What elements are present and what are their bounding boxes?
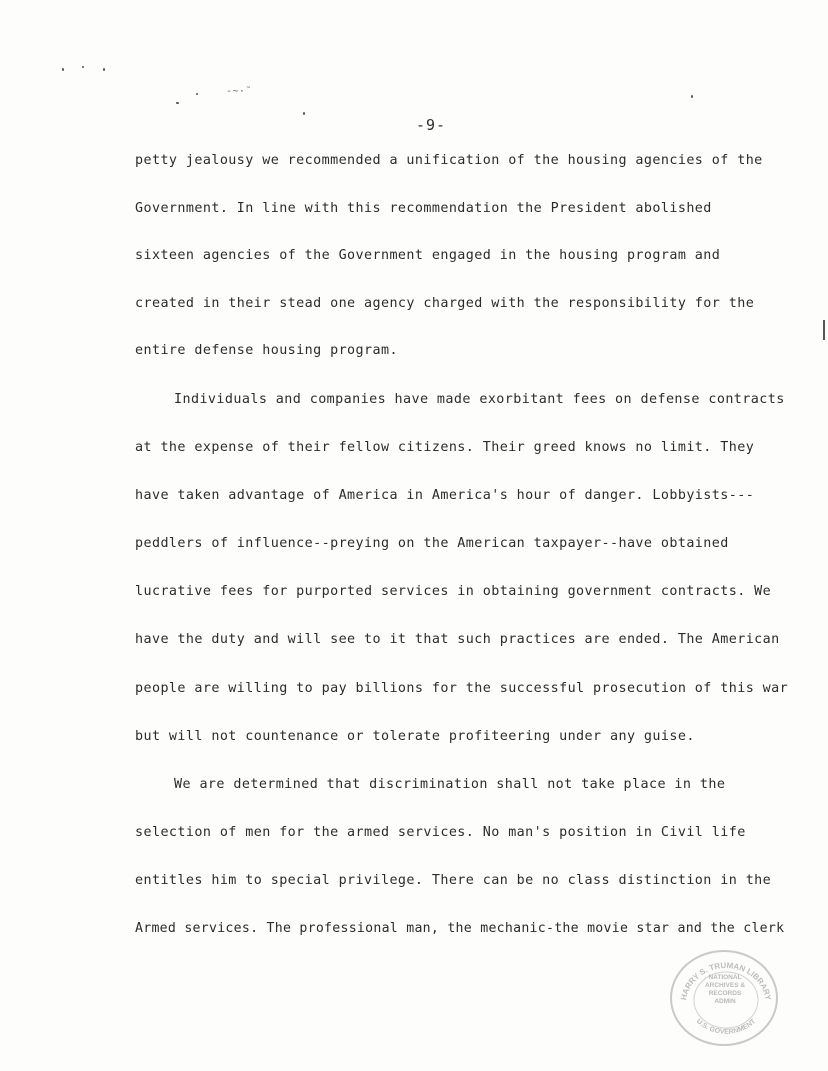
text-line: have the duty and will see to it that such practices are ended. The American [135,632,780,647]
text-line: created in their stead one agency charged with the responsibility for the [135,296,755,311]
scan-speck [176,102,179,104]
stamp-line: NATIONAL [708,974,742,981]
page-number: -9- [416,116,447,134]
text-line: lucrative fees for purported services in obtaining government contracts. We [135,584,772,599]
text-line: people are willing to pay billions for the successful prosecution of this war [135,681,789,696]
scan-speck [62,68,64,71]
text-line: Individuals and companies have made exorbitant fees on defense contracts [174,392,785,407]
text-line: We are determined that discrimination shall not take place in the [174,777,726,792]
archive-stamp [670,950,778,1046]
stamp-center [696,974,754,1006]
text-line: entire defense housing program. [135,343,398,358]
scan-speck [303,112,305,115]
text-line: at the expense of their fellow citizens. Their greed knows no limit. They [135,440,755,455]
stamp-ring-text: HARRY S. TRUMAN LIBRARY [679,960,773,1001]
scan-speck [82,66,84,68]
scan-speck [103,68,105,71]
text-line: have taken advantage of America in America's hour of danger. Lobbyists--- [135,488,755,503]
stamp-line: RECORDS [708,990,742,997]
text-line: Government. In line with this recommendation the President abolished [135,201,712,216]
text-line: but will not countenance or tolerate profiteering under any guise. [135,729,695,744]
text-line: selection of men for the armed services. No man's position in Civil life [135,825,746,840]
scan-speck [823,320,825,340]
text-line: peddlers of influence--preying on the American taxpayer--have obtained [135,536,729,551]
text-line: sixteen agencies of the Government engaged in the housing program and [135,248,721,263]
text-line: entitles him to special privilege. There can be no class distinction in the [135,873,772,888]
text-line: petty jealousy we recommended a unification of the housing agencies of the [135,153,763,168]
stray-marks: -~·˜ [226,86,252,97]
stamp-bottom-text: U.S. GOVERNMENT [694,1017,758,1036]
text-line: Armed services. The professional man, the mechanic-the movie star and the clerk [135,921,785,936]
scan-speck [691,95,693,98]
stamp-line: ARCHIVES & [704,982,746,989]
stamp-line: ADMIN [714,998,736,1005]
scan-speck [196,93,198,95]
